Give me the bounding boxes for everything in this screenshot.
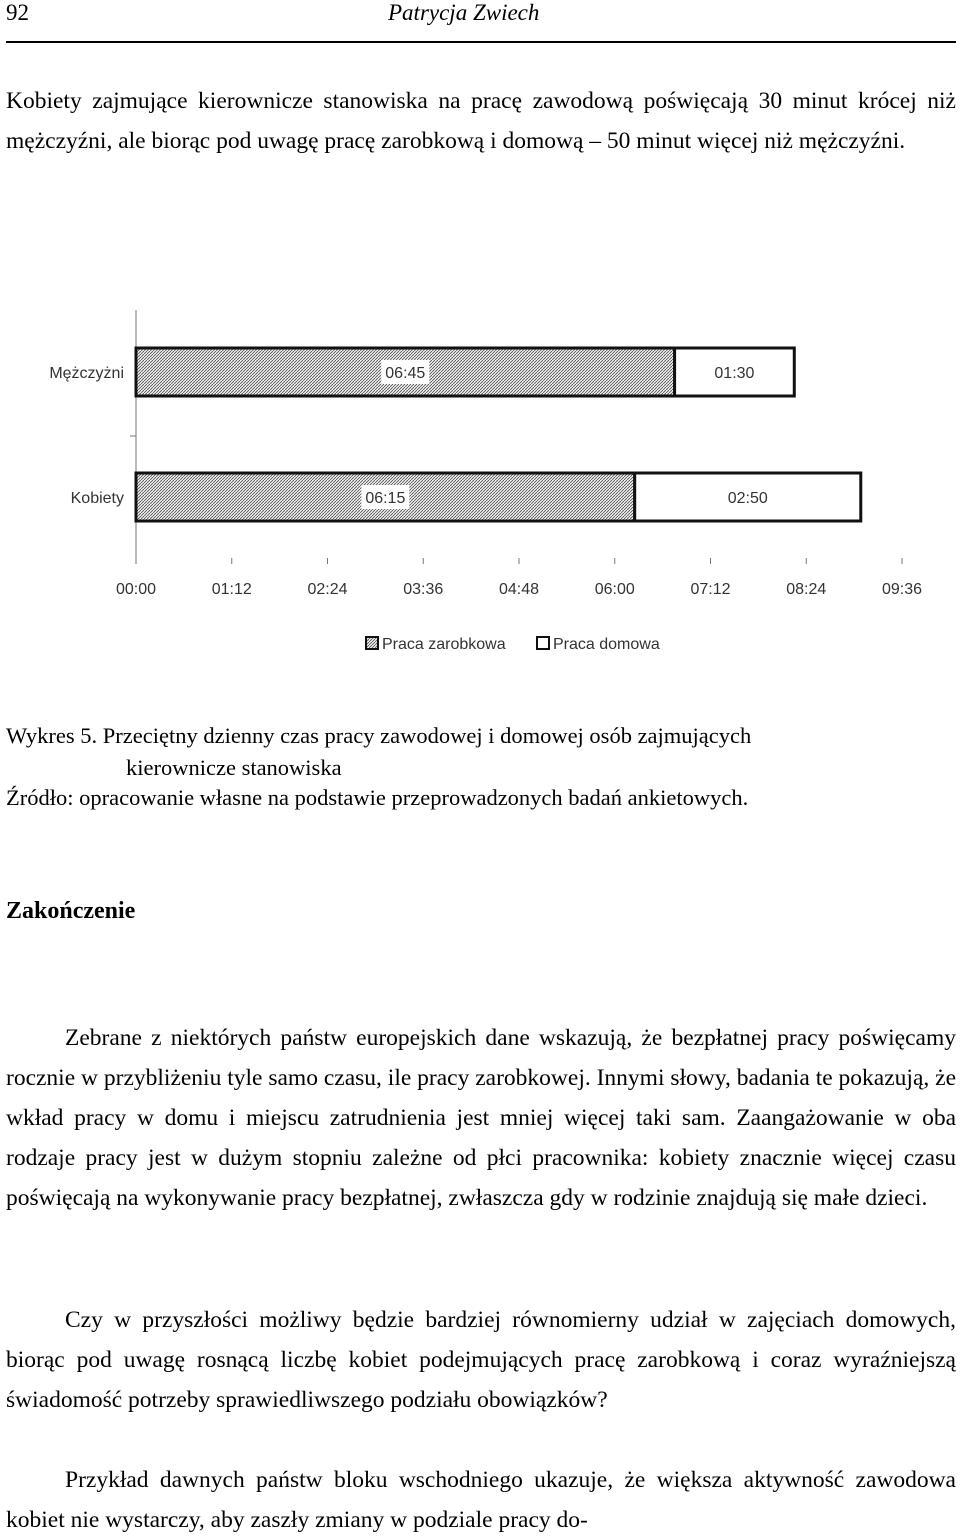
x-tick-label: 06:00 xyxy=(594,581,635,598)
body-paragraph: Czy w przyszłości możliwy będzie bardziej równomierny udział w zajęciach domowych, biorąc pod uwagę rosnącą liczbę kobiet podejmujących pracę zarobkową i coraz wyraźniejszą świadomość potrzeby sprawiedliwszego podziału obowiązków? xyxy=(6,1307,956,1413)
x-tick-label: 00:00 xyxy=(115,581,157,598)
header-rule xyxy=(6,41,956,43)
running-head-author: Patrycja Zwiech xyxy=(388,0,540,25)
figure-caption xyxy=(6,720,956,784)
section-heading: Zakończenie xyxy=(6,898,136,924)
x-tick-label: 03:36 xyxy=(403,581,444,598)
intro-paragraph: Kobiety zajmujące kierownicze stanowiska na pracę zawodową poświęcają 30 minut krócej niż mężczyźni, ale biorąc pod uwagę pracę zarobkową i domową – 50 minut więcej niż mężczyźni. xyxy=(6,88,956,154)
figure-source: Źródło: opracowanie własne na podstawie przeprowadzonych badań ankietowych. xyxy=(6,785,749,810)
caption-text-cont: kierownicze stanowiska xyxy=(126,755,342,780)
data-label: 02:50 xyxy=(727,490,768,507)
body-paragraph: Przykład dawnych państw bloku wschodniego ukazuje, że większa aktywność zawodowa kobiet nie wystarczy, aby zaszły zmiany w podziale pracy do- xyxy=(6,1467,956,1533)
x-tick-label: 04:48 xyxy=(498,581,540,598)
category-label: Mężczyżni xyxy=(49,365,124,382)
legend-swatch xyxy=(537,637,549,649)
data-label: 01:30 xyxy=(714,365,755,382)
body-paragraph: Zebrane z niektórych państw europejskich dane wskazują, że bezpłatnej pracy poświęcamy rocznie w przybliżeniu tyle samo czasu, ile pracy zarobkowej. Innymi słowy, badania te pokazują, że wkład pracy w domu i miejscu zatrudnienia jest mniej więcej taki sam. Zaangażowanie w oba rodzaje pracy jest w dużym stopniu zależne od płci pracownika: kobiety znacznie więcej czasu poświęcają na wykonywanie pracy bezpłatnej, zwłaszcza gdy w rodzinie znajdują się małe dzieci. xyxy=(6,1025,956,1211)
stacked-bar-chart xyxy=(0,300,960,680)
data-label: 06:15 xyxy=(365,490,406,507)
x-tick-label: 01:12 xyxy=(211,581,252,598)
data-label: 06:45 xyxy=(385,365,426,382)
x-tick-label: 07:12 xyxy=(690,581,731,598)
category-label: Kobiety xyxy=(70,490,124,507)
x-tick-label: 09:36 xyxy=(881,581,923,598)
page-header xyxy=(0,0,960,44)
x-tick-label: 08:24 xyxy=(786,581,827,598)
page-number: 92 xyxy=(6,0,29,25)
caption-text: Przeciętny dzienny czas pracy zawodowej i domowej osób zajmujących xyxy=(102,723,752,748)
legend-label: Praca domowa xyxy=(553,636,660,653)
caption-label: Wykres 5. xyxy=(6,723,98,748)
x-tick-label: 02:24 xyxy=(307,581,348,598)
legend-label: Praca zarobkowa xyxy=(382,636,506,653)
legend-swatch xyxy=(366,637,378,649)
